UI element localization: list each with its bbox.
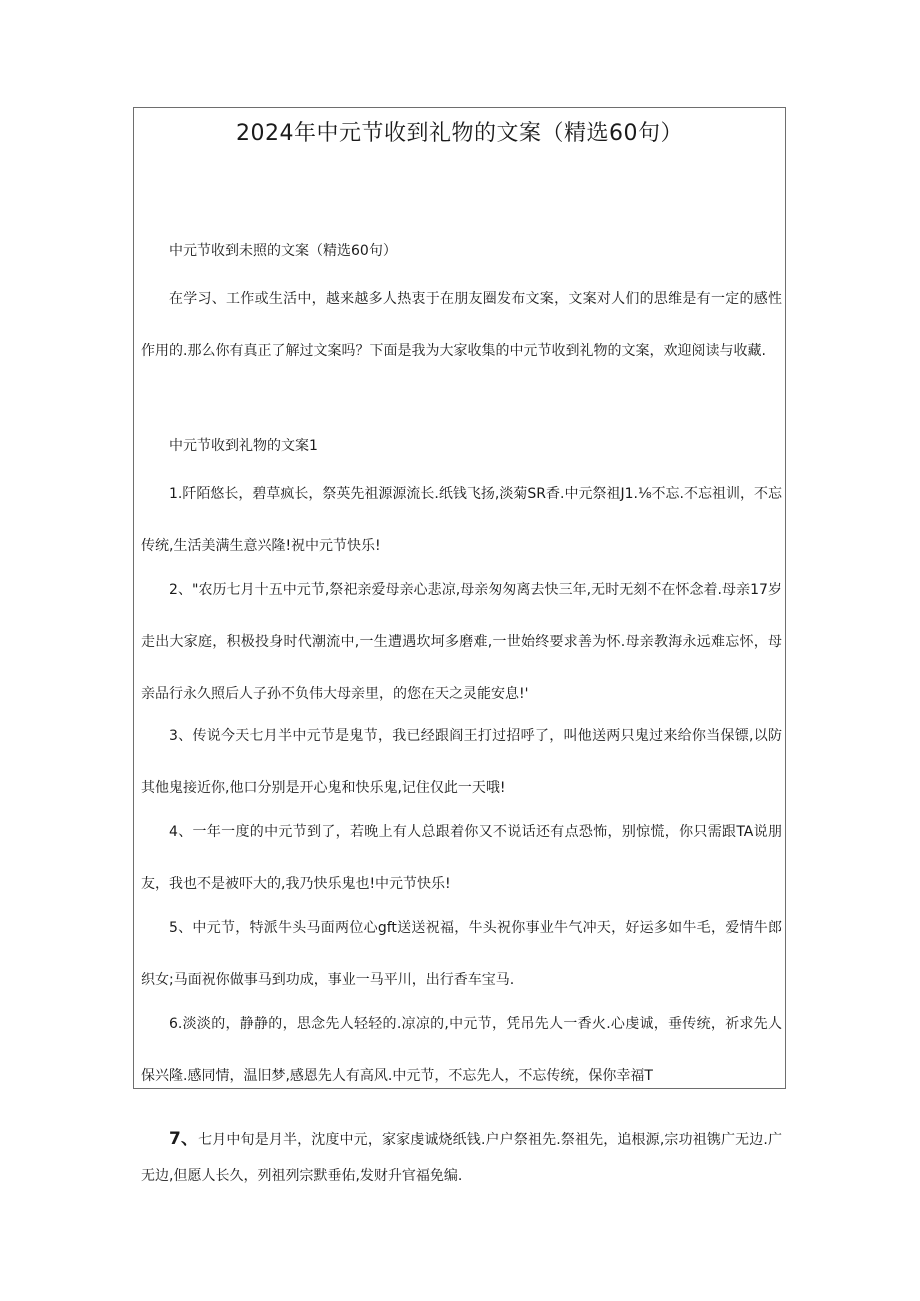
list-item: 4、一年一度的中元节到了，若晚上有人总跟着你又不说话还有点恐怖，别惊慌，你只需跟TA说朋友，我也不是被吓大的,我乃快乐鬼也!中元节快乐! [141, 824, 782, 892]
document-subtitle: 中元节收到未照的文案（精选60句） [169, 243, 397, 259]
list-item: 5、中元节，特派牛头马面两位心gft送送祝福，牛头祝你事业牛气冲天，好运多如牛毛，爱情牛郎织女;马面祝你做事马到功成，事业一马平川，出行香车宝马. [141, 920, 782, 988]
list-item: 3、传说今天七月半中元节是鬼节，我已经跟阎王打过招呼了，叫他送两只鬼过来给你当保镖,以防其他鬼接近你,他口分别是开心鬼和快乐鬼,记住仅此一天哦! [141, 728, 782, 796]
list-item: 1.阡陌悠长，碧草疯长，祭英先祖源源流长.纸钱飞扬,淡菊SR香.中元祭祖J1.⅛不忘.不忘祖训，不忘传统,生活美满生意兴隆!祝中元节快乐! [141, 486, 782, 554]
item-7-number: 7、 [169, 1129, 199, 1149]
intro-paragraph: 在学习、工作或生活中，越来越多人热衷于在朋友圈发布文案，文案对人们的思维是有一定的感性作用的.那么你有真正了解过文案吗？下面是我为大家收集的中元节收到礼物的文案，欢迎阅读与收藏. [141, 291, 782, 359]
item-7-text: 七月中旬是月半，沈度中元，家家虔诚烧纸钱.户户祭祖先.祭祖先，追根源,宗功祖镌广无边.广无边,但愿人长久，列祖列宗默垂佑,发财升官福免编. [141, 1132, 782, 1184]
list-item: 2、"农历七月十五中元节,祭祀亲爱母亲心悲凉,母亲匆匆离去快三年,无时无刻不在怀念着.母亲17岁走出大家庭，积极投身时代潮流中,一生遭遇坎坷多磨难,一世始终要求善为怀.母亲教海永远难忘怀，母亲品行永久照后人子孙不负伟大母亲里，的您在天之灵能安息!' [141, 582, 782, 702]
section-heading: 中元节收到礼物的文案1 [169, 438, 318, 454]
list-item-7 [133, 1121, 786, 1194]
document-title: 2024年中元节收到礼物的文案（精选60句） [236, 121, 683, 146]
list-item: 6.淡淡的，静静的，思念先人轻轻的.凉凉的,中元节，凭吊先人一香火.心虔诚，垂传统，祈求先人保兴隆.感同情，温旧梦,感恩先人有高风.中元节，不忘先人，不忘传统，保你幸福T [141, 1016, 782, 1084]
